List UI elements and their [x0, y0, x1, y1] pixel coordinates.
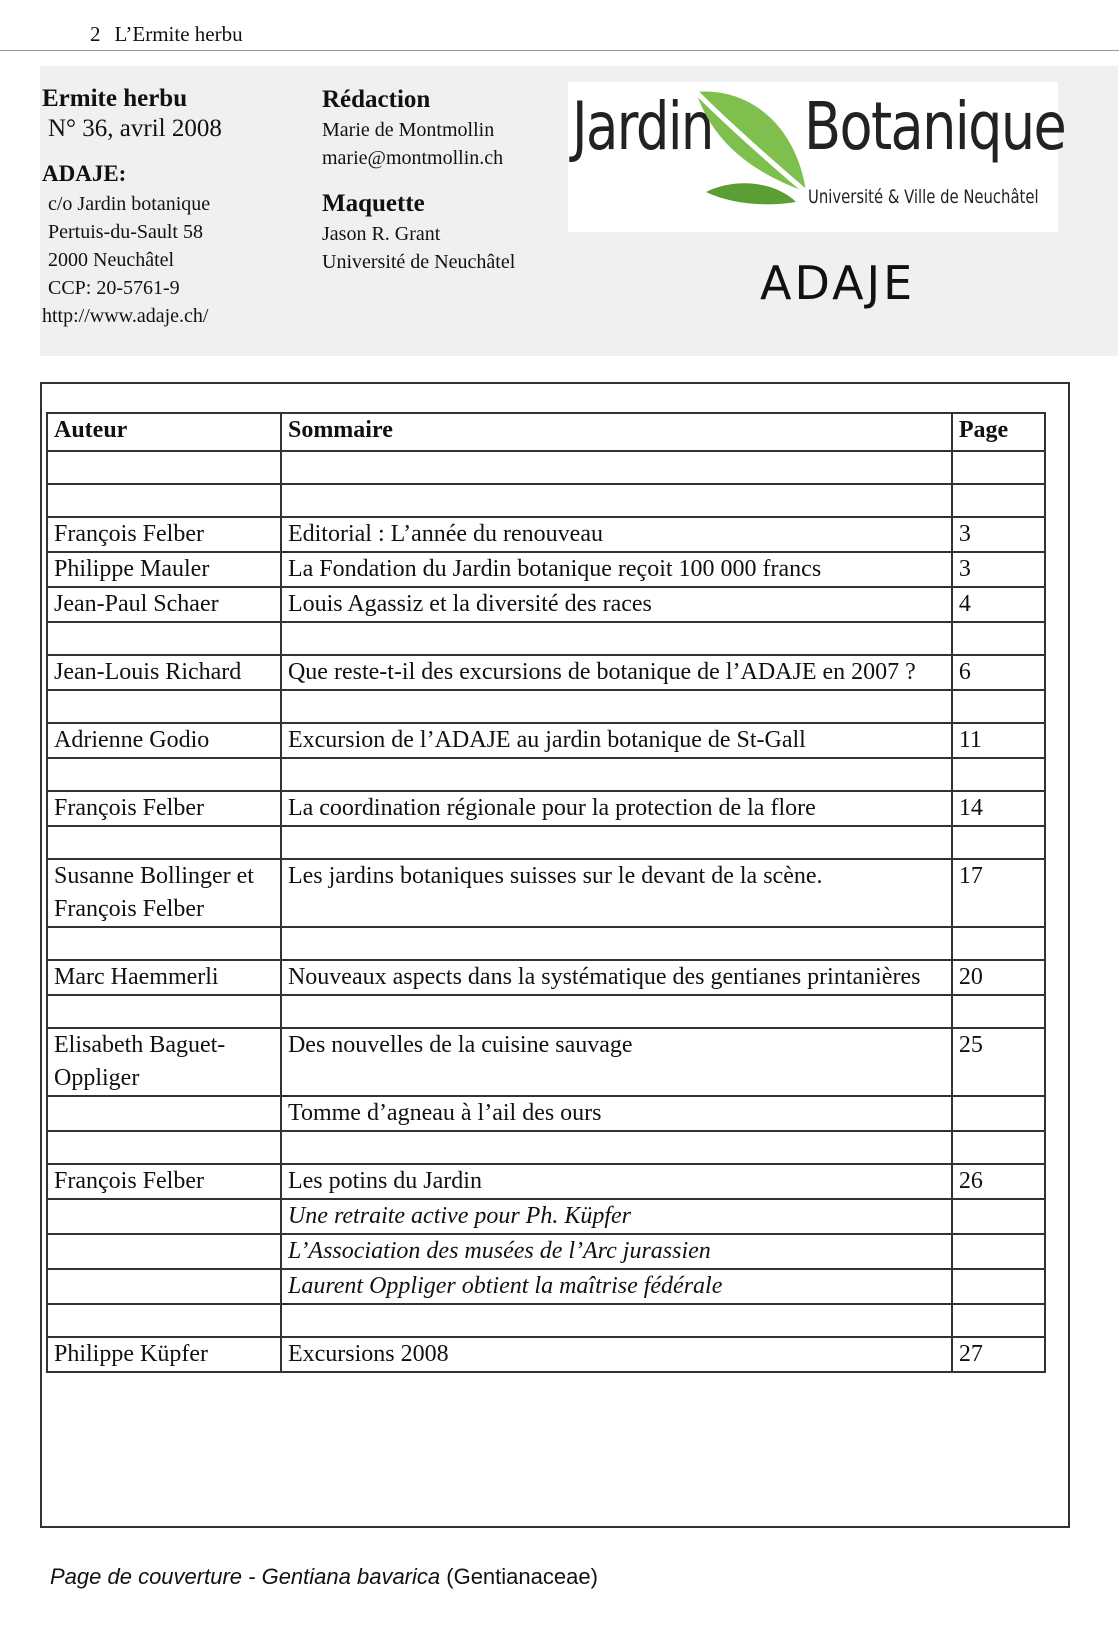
toc-page-cell [952, 622, 1045, 655]
summary-column-header: Sommaire [281, 413, 952, 451]
redaction-email[interactable]: marie@montmollin.ch [322, 147, 504, 169]
toc-page-cell [952, 1269, 1045, 1304]
toc-body [47, 451, 1045, 1372]
toc-title-cell: La coordination régionale pour la protection de la flore [281, 791, 952, 826]
toc-author-cell [47, 690, 281, 723]
toc-page-cell [952, 758, 1045, 791]
toc-title-cell: Nouveaux aspects dans la systématique des gentianes printanières [281, 960, 952, 995]
table-row [47, 517, 1045, 552]
toc-author-cell: Susanne Bollinger et François Felber [47, 859, 281, 927]
toc-page-cell [952, 826, 1045, 859]
caption-species: Gentiana bavarica [261, 1564, 441, 1589]
toc-title-cell: Les jardins botaniques suisses sur le devant de la scène. [281, 859, 952, 927]
logo-word-jardin: Jardin [572, 88, 713, 165]
toc-title-cell: Une retraite active pour Ph. Küpfer [281, 1199, 952, 1234]
table-row [47, 927, 1045, 960]
toc-page-cell [952, 1096, 1045, 1131]
table-row [47, 758, 1045, 791]
logo-word-botanique: Botanique [804, 88, 1066, 165]
address-line: Pertuis-du-Sault 58 [48, 221, 203, 243]
caption-family: (Gentianaceae) [440, 1564, 598, 1589]
toc-title-cell: La Fondation du Jardin botanique reçoit 100 000 francs [281, 552, 952, 587]
toc-header-row [47, 413, 1045, 451]
toc-author-cell [47, 1131, 281, 1164]
table-row [47, 655, 1045, 690]
toc-page-cell: 27 [952, 1337, 1045, 1372]
toc-author-cell: Jean-Paul Schaer [47, 587, 281, 622]
address-line: 2000 Neuchâtel [48, 249, 175, 271]
website-link[interactable]: http://www.adaje.ch/ [42, 305, 209, 327]
redaction-title: Rédaction [322, 86, 431, 113]
adaje-label: ADAJE: [42, 161, 127, 186]
toc-page-cell: 4 [952, 587, 1045, 622]
toc-author-cell [47, 1096, 281, 1131]
toc-title-cell: Editorial : L’année du renouveau [281, 517, 952, 552]
toc-title-cell [281, 995, 952, 1028]
toc-page-cell: 20 [952, 960, 1045, 995]
toc-title-cell: Louis Agassiz et la diversité des races [281, 587, 952, 622]
table-row [47, 1131, 1045, 1164]
toc-page-cell [952, 995, 1045, 1028]
toc-author-cell: Elisabeth Baguet-Oppliger [47, 1028, 281, 1096]
toc-page-cell: 3 [952, 517, 1045, 552]
table-row [47, 1269, 1045, 1304]
maquette-affiliation: Université de Neuchâtel [322, 251, 516, 273]
toc-page-cell: 25 [952, 1028, 1045, 1096]
leaf-icon [676, 82, 816, 212]
address-line: c/o Jardin botanique [48, 193, 211, 215]
toc-title-cell [281, 927, 952, 960]
toc-page-cell: 26 [952, 1164, 1045, 1199]
issue-number: N° 36, avril 2008 [48, 115, 222, 142]
toc-title-cell [281, 826, 952, 859]
author-column-header: Auteur [47, 413, 281, 451]
address-line: CCP: 20-5761-9 [48, 277, 180, 299]
toc-page-cell: 3 [952, 552, 1045, 587]
table-row [47, 1304, 1045, 1337]
toc-author-cell [47, 1269, 281, 1304]
toc-author-cell [47, 1234, 281, 1269]
toc-author-cell: François Felber [47, 791, 281, 826]
toc-title-cell [281, 1131, 952, 1164]
toc-page-cell [952, 1304, 1045, 1337]
caption-prefix: Page de couverture - [50, 1564, 262, 1589]
running-title: L’Ermite herbu [114, 22, 243, 46]
toc-page-cell: 14 [952, 791, 1045, 826]
toc-author-cell: François Felber [47, 517, 281, 552]
table-row [47, 1164, 1045, 1199]
table-row [47, 552, 1045, 587]
table-of-contents [46, 412, 1046, 1373]
toc-page-cell: 17 [952, 859, 1045, 927]
cover-caption [50, 1564, 598, 1590]
table-row [47, 484, 1045, 517]
publication-name: Ermite herbu [42, 85, 188, 112]
table-row [47, 1337, 1045, 1372]
jardin-botanique-logo [568, 82, 1066, 232]
toc-title-cell: Que reste-t-il des excursions de botanique de l’ADAJE en 2007 ? [281, 655, 952, 690]
toc-title-cell: Excursions 2008 [281, 1337, 952, 1372]
toc-title-cell [281, 451, 952, 484]
table-row [47, 1199, 1045, 1234]
toc-title-cell: Les potins du Jardin [281, 1164, 952, 1199]
table-row [47, 859, 1045, 927]
masthead-credits [322, 84, 515, 276]
toc-author-cell [47, 1199, 281, 1234]
masthead-publication-info [42, 84, 222, 330]
table-row [47, 960, 1045, 995]
table-row [47, 826, 1045, 859]
logo-subtitle: Université & Ville de Neuchâtel [808, 186, 1039, 208]
table-row [47, 723, 1045, 758]
table-row [47, 1028, 1045, 1096]
table-row [47, 995, 1045, 1028]
toc-author-cell [47, 484, 281, 517]
toc-author-cell: Adrienne Godio [47, 723, 281, 758]
toc-author-cell [47, 826, 281, 859]
toc-page-cell [952, 690, 1045, 723]
maquette-title: Maquette [322, 190, 425, 217]
adaje-logo: ADAJE [760, 256, 916, 310]
toc-author-cell [47, 1304, 281, 1337]
toc-page-cell [952, 451, 1045, 484]
toc-author-cell [47, 758, 281, 791]
toc-title-cell: Excursion de l’ADAJE au jardin botanique de St-Gall [281, 723, 952, 758]
toc-title-cell [281, 484, 952, 517]
table-row [47, 1234, 1045, 1269]
toc-author-cell: Philippe Mauler [47, 552, 281, 587]
table-row [47, 1096, 1045, 1131]
toc-author-cell [47, 622, 281, 655]
maquette-name: Jason R. Grant [322, 223, 441, 245]
table-row [47, 587, 1045, 622]
table-row [47, 690, 1045, 723]
page-column-header: Page [952, 413, 1045, 451]
toc-title-cell [281, 622, 952, 655]
toc-author-cell [47, 451, 281, 484]
toc-author-cell [47, 927, 281, 960]
page-number: 2 [90, 22, 101, 46]
toc-title-cell: Des nouvelles de la cuisine sauvage [281, 1028, 952, 1096]
toc-title-cell [281, 758, 952, 791]
toc-page-cell [952, 1234, 1045, 1269]
toc-title-cell [281, 690, 952, 723]
toc-title-cell: Laurent Oppliger obtient la maîtrise fédérale [281, 1269, 952, 1304]
header-rule [0, 50, 1119, 51]
table-row [47, 622, 1045, 655]
toc-author-cell [47, 995, 281, 1028]
redaction-name: Marie de Montmollin [322, 119, 495, 141]
toc-author-cell: François Felber [47, 1164, 281, 1199]
toc-title-cell [281, 1304, 952, 1337]
running-head [90, 22, 243, 47]
table-row [47, 791, 1045, 826]
toc-title-cell: L’Association des musées de l’Arc jurassien [281, 1234, 952, 1269]
toc-author-cell: Marc Haemmerli [47, 960, 281, 995]
toc-page-cell [952, 1131, 1045, 1164]
toc-page-cell [952, 1199, 1045, 1234]
toc-title-cell: Tomme d’agneau à l’ail des ours [281, 1096, 952, 1131]
toc-page-cell: 6 [952, 655, 1045, 690]
table-row [47, 451, 1045, 484]
toc-author-cell: Jean-Louis Richard [47, 655, 281, 690]
toc-page-cell [952, 927, 1045, 960]
toc-page-cell [952, 484, 1045, 517]
toc-author-cell: Philippe Küpfer [47, 1337, 281, 1372]
toc-page-cell: 11 [952, 723, 1045, 758]
